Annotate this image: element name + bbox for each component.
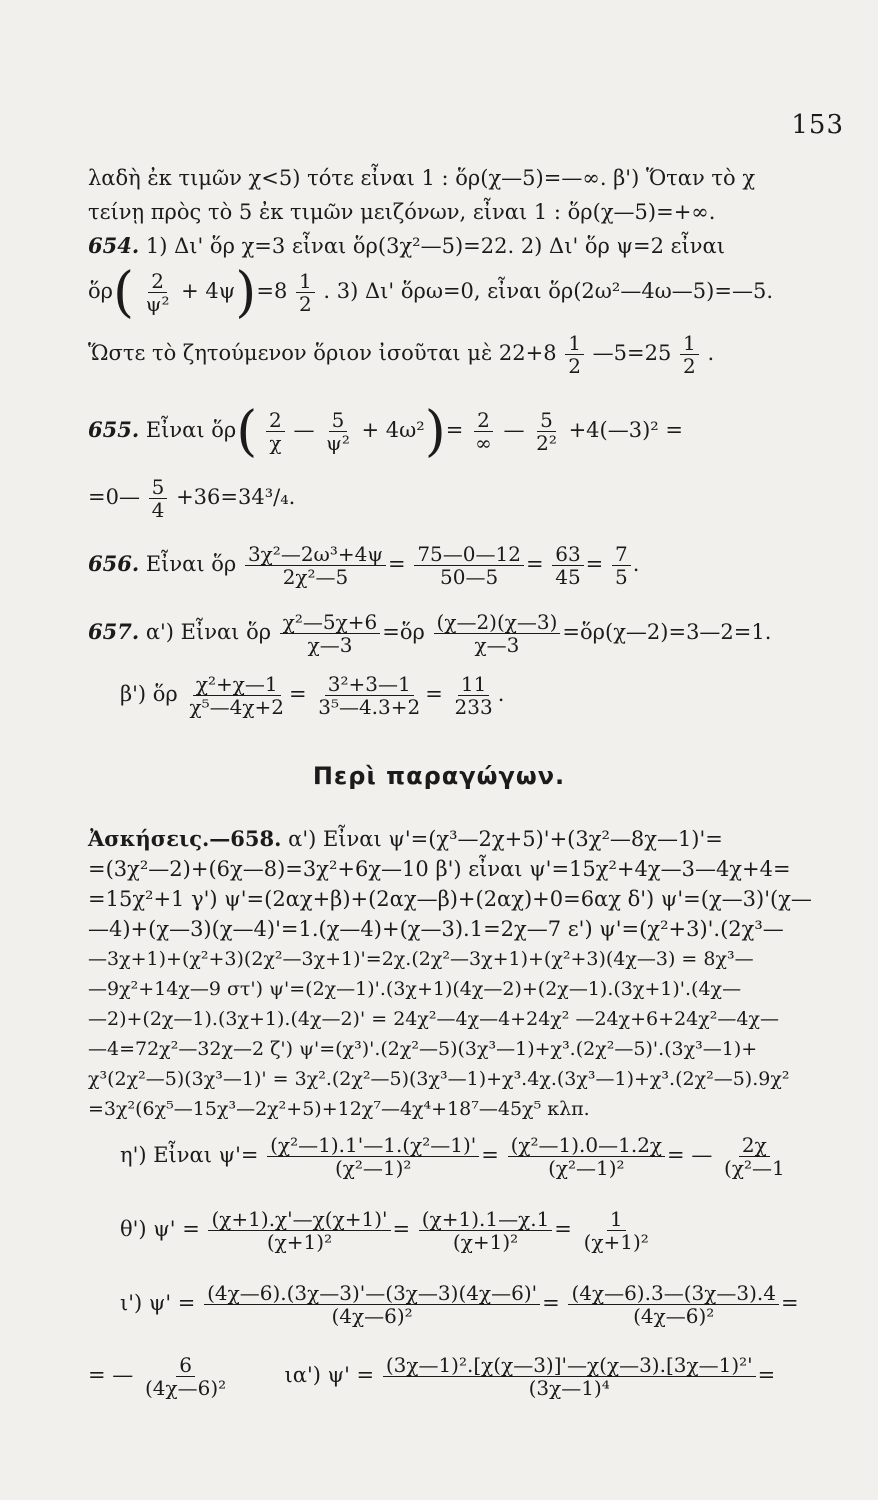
text-line: —9χ²+14χ—9 στ') ψ'=(2χ—1)'.(3χ+1)(4χ—2)+(2χ—1).(3χ+1)'.(4χ— (88, 978, 742, 1000)
fraction (143, 270, 173, 315)
fraction (142, 1354, 229, 1399)
page-number: 153 (791, 110, 844, 140)
text-span: =ὅρ(χ—2)=3—2=1. (562, 620, 772, 644)
fraction (204, 1282, 540, 1327)
numerator: χ²—5χ+6 (280, 611, 380, 634)
text-line: —3χ+1)+(χ²+3)(2χ²—3χ+1)'=2χ.(2χ²—3χ+1)+(χ²+3)(4χ—3) = 8χ³— (88, 948, 754, 970)
denominator: 2 (683, 354, 696, 378)
text-span: —5=25 (592, 341, 672, 365)
fraction (508, 1134, 665, 1179)
text-span: α') Εἶναι ψ'=(χ³—2χ+5)'+(3χ²—8χ—1)'= (288, 827, 723, 851)
text-line: =15χ²+1 γ') ψ'=(2αχ+β)+(2αχ—β)+(2αχ)+0=6αχ δ') ψ'=(χ—3)'(χ— (88, 887, 812, 911)
denominator: 2 (299, 292, 312, 316)
text-line (88, 233, 842, 259)
left-paren: ( (236, 399, 258, 463)
text-line: λαδὴ ἐκ τιμῶν χ<5) τότε εἶναι 1 : ὅρ(χ—5)=—∞. β') Ὅταν τὸ χ (88, 166, 756, 190)
numerator: (4χ—6).(3χ—3)'—(3χ—3)(4χ—6)' (204, 1282, 540, 1305)
numerator: 11 (458, 673, 489, 696)
text-span: = — (667, 1143, 713, 1167)
text-span: = (554, 1217, 572, 1241)
exercise-number: 657. (88, 619, 140, 644)
numerator: 3²+3—1 (325, 673, 414, 696)
numerator: (χ²—1).0—1.2χ (508, 1134, 665, 1157)
fraction (680, 332, 699, 377)
formula-line (88, 1350, 842, 1400)
denominator: 4 (151, 498, 165, 522)
text-span: β') ὅρ (120, 682, 178, 706)
denominator: 2 (568, 354, 581, 378)
numerator: 2χ (739, 1134, 770, 1157)
fraction (565, 332, 584, 377)
formula-line (88, 330, 842, 377)
formula-line (88, 260, 842, 324)
denominator: (χ+1)² (452, 1230, 519, 1254)
denominator: χ—3 (307, 633, 353, 657)
exercises-label: Ἀσκήσεις.—658. (88, 826, 282, 851)
text-line: =3χ²(6χ⁵—15χ³—2χ²+5)+12χ⁷—4χ⁴+18⁷—45χ⁵ κλπ. (88, 1098, 590, 1120)
text-span: + 4ψ (181, 279, 236, 303)
numerator: (3χ—1)².[χ(χ—3)]'—χ(χ—3).[3χ—1)²' (383, 1354, 756, 1377)
formula-line (120, 1204, 842, 1254)
numerator: 1 (680, 332, 699, 355)
fraction (208, 1208, 390, 1253)
text-span: Εἶναι ὅρ (145, 418, 237, 442)
denominator: (4χ—6)² (331, 1304, 413, 1328)
right-paren: ) (424, 399, 446, 463)
exercise-number: 654. (88, 233, 140, 258)
denominator: 45 (555, 565, 581, 589)
denominator: 3⁵—4.3+2 (318, 695, 421, 719)
section-heading: Περὶ παραγώγων. (312, 762, 566, 790)
text-span: =8 (256, 279, 288, 303)
denominator: 2² (536, 431, 557, 455)
text-line: χ³(2χ²—5)(3χ³—1)' = 3χ².(2χ²—5)(3χ³—1)+χ³.4χ.(3χ³—1)+χ³.(2χ²—5).9χ² (88, 1068, 790, 1090)
numerator: 2 (148, 270, 167, 293)
numerator: (χ+1).χ'—χ(χ+1)' (208, 1208, 390, 1231)
fraction (267, 1134, 479, 1179)
denominator: 233 (454, 695, 493, 719)
denominator: χ (269, 431, 282, 455)
text-span: η') Εἶναι ψ'= (120, 1143, 259, 1167)
numerator: 5 (537, 409, 556, 432)
text-line (88, 826, 842, 852)
fraction (266, 409, 285, 454)
text-span: +36=34³/₄. (176, 485, 296, 509)
formula-line (120, 1278, 842, 1328)
text-span: 1) Δι' ὅρ χ=3 εἶναι ὅρ(3χ²—5)=22. 2) Δι' ὅρ ψ=2 εἶναι (145, 234, 725, 258)
numerator: 3χ²—2ω³+4ψ (245, 543, 386, 566)
denominator: 5 (614, 565, 628, 589)
numerator: χ²+χ—1 (193, 673, 281, 696)
denominator: (χ²—1 (724, 1156, 785, 1180)
text-span: Ὥστε τὸ ζητούμενον ὅριον ἰσοῦται μὲ 22+8 (88, 341, 557, 365)
text-span: ια') ψ' = (284, 1363, 375, 1387)
text-span: +4(—3)² = (568, 418, 683, 442)
fraction (414, 543, 524, 588)
denominator: 2χ²—5 (282, 565, 349, 589)
fraction (245, 543, 386, 588)
numerator: 63 (552, 543, 583, 566)
text-span: ι') ψ' = (120, 1291, 196, 1315)
fraction (612, 543, 631, 588)
text-span: — (293, 418, 315, 442)
fraction (383, 1354, 756, 1399)
fraction (149, 476, 168, 521)
denominator: (χ+1)² (266, 1230, 333, 1254)
right-paren: ) (235, 260, 257, 324)
fraction (552, 543, 583, 588)
denominator: (4χ—6)² (633, 1304, 715, 1328)
denominator: χ⁵—4χ+2 (189, 695, 284, 719)
fraction (186, 673, 286, 718)
numerator: (χ+1).1—χ.1 (419, 1208, 553, 1231)
text-span: = (542, 1291, 560, 1315)
text-line: τείνῃ πρὸς τὸ 5 ἐκ τιμῶν μειζόνων, εἶναι 1 : ὅρ(χ—5)=+∞. (88, 200, 716, 224)
text-span: = (780, 1291, 799, 1315)
text-span: + 4ω² (361, 418, 425, 442)
text-line: —4=72χ²—32χ—2 ζ') ψ'=(χ³)'.(2χ²—5)(3χ³—1)+χ³.(2χ²—5)'.(3χ³—1)+ (88, 1038, 758, 1060)
text-span: . 3) Δι' ὅρω=0, εἶναι ὅρ(2ω²—4ω—5)=—5. (323, 279, 773, 303)
exercise-number: 655. (88, 417, 140, 442)
text-line: —4)+(χ—3)(χ—4)'=1.(χ—4)+(χ—3).1=2χ—7 ε') ψ'=(χ²+3)'.(2χ³— (88, 917, 784, 941)
denominator: ∞ (475, 431, 492, 455)
formula-line: 656. Εἶναι ὅρ $\frac{\text{3χ²—2ω³+4ψ}}{\text{2χ²—5}}$ = $\frac{75—0—12}{50—5}$ = $\frac{63}{45}$ = $\frac{7}{5}$ . (88, 542, 640, 589)
denominator: (χ+1)² (583, 1230, 649, 1254)
text-span: θ') ψ' = (120, 1217, 200, 1241)
text-span: — (503, 418, 525, 442)
fraction (315, 673, 423, 718)
denominator: (χ²—1)² (548, 1156, 625, 1180)
numerator: 1 (296, 270, 315, 293)
denominator: (3χ—1)⁴ (528, 1376, 610, 1400)
formula-line (88, 399, 842, 463)
text-span: = (757, 1363, 776, 1387)
text-span: =ὅρ (382, 620, 425, 644)
text-span: = (392, 1217, 411, 1241)
numerator: (4χ—6).3—(3χ—3).4 (568, 1282, 779, 1305)
numerator: 7 (612, 543, 631, 566)
text-span: = (481, 1143, 499, 1167)
denominator: ψ² (145, 292, 170, 316)
denominator: 50—5 (440, 565, 499, 589)
numerator: 1 (607, 1208, 626, 1231)
formula-line (120, 1130, 842, 1180)
numerator: (χ²—1).1'—1.(χ²—1)' (267, 1134, 479, 1157)
formula-line: β') ὅρ $\frac{\text{χ²+χ—1}}{\text{χ⁵—4χ+2}}$ = $\frac{\text{3²+3—1}}{\text{3⁵—4.3+2}}$ = $\frac{11}{233}$ . (120, 672, 505, 719)
fraction (472, 409, 495, 454)
formula-line (88, 474, 842, 521)
formula-line (88, 608, 842, 656)
numerator: 6 (176, 1354, 195, 1377)
fraction (721, 1134, 788, 1179)
text-line: =(3χ²—2)+(6χ—8)=3χ²+6χ—10 β') εἶναι ψ'=15χ²+4χ—3—4χ+4= (88, 857, 791, 881)
numerator: 2 (474, 409, 493, 432)
fraction (323, 409, 353, 454)
fraction (568, 1282, 779, 1327)
text-line: —2)+(2χ—1).(3χ+1).(4χ—2)' = 24χ²—4χ—4+24χ² —24χ+6+24χ²—4χ— (88, 1008, 779, 1030)
fraction (280, 611, 380, 656)
denominator: χ—3 (474, 633, 520, 657)
denominator: (4χ—6)² (144, 1376, 227, 1400)
left-paren: ( (113, 260, 135, 324)
fraction (581, 1208, 652, 1253)
text-span: ὅρ (88, 279, 113, 303)
numerator: 2 (266, 409, 285, 432)
exercise-number: 656. (88, 551, 140, 576)
numerator: 75—0—12 (414, 543, 524, 566)
numerator: 5 (149, 476, 168, 499)
text-span: = (445, 418, 464, 442)
text-span: Εἶναι ὅρ (145, 552, 237, 576)
denominator: ψ² (326, 431, 350, 455)
text-span: =0— (88, 485, 140, 509)
numerator: 1 (565, 332, 584, 355)
numerator: 5 (329, 409, 348, 432)
fraction (452, 673, 496, 718)
denominator: (χ²—1)² (334, 1156, 412, 1180)
numerator: (χ—2)(χ—3) (434, 611, 561, 634)
text-span: . (707, 341, 715, 365)
text-span: = — (88, 1363, 134, 1387)
fraction (533, 409, 560, 454)
text-span: α') Εἶναι ὅρ (145, 620, 272, 644)
fraction (296, 270, 315, 315)
fraction (419, 1208, 553, 1253)
fraction (434, 611, 561, 656)
